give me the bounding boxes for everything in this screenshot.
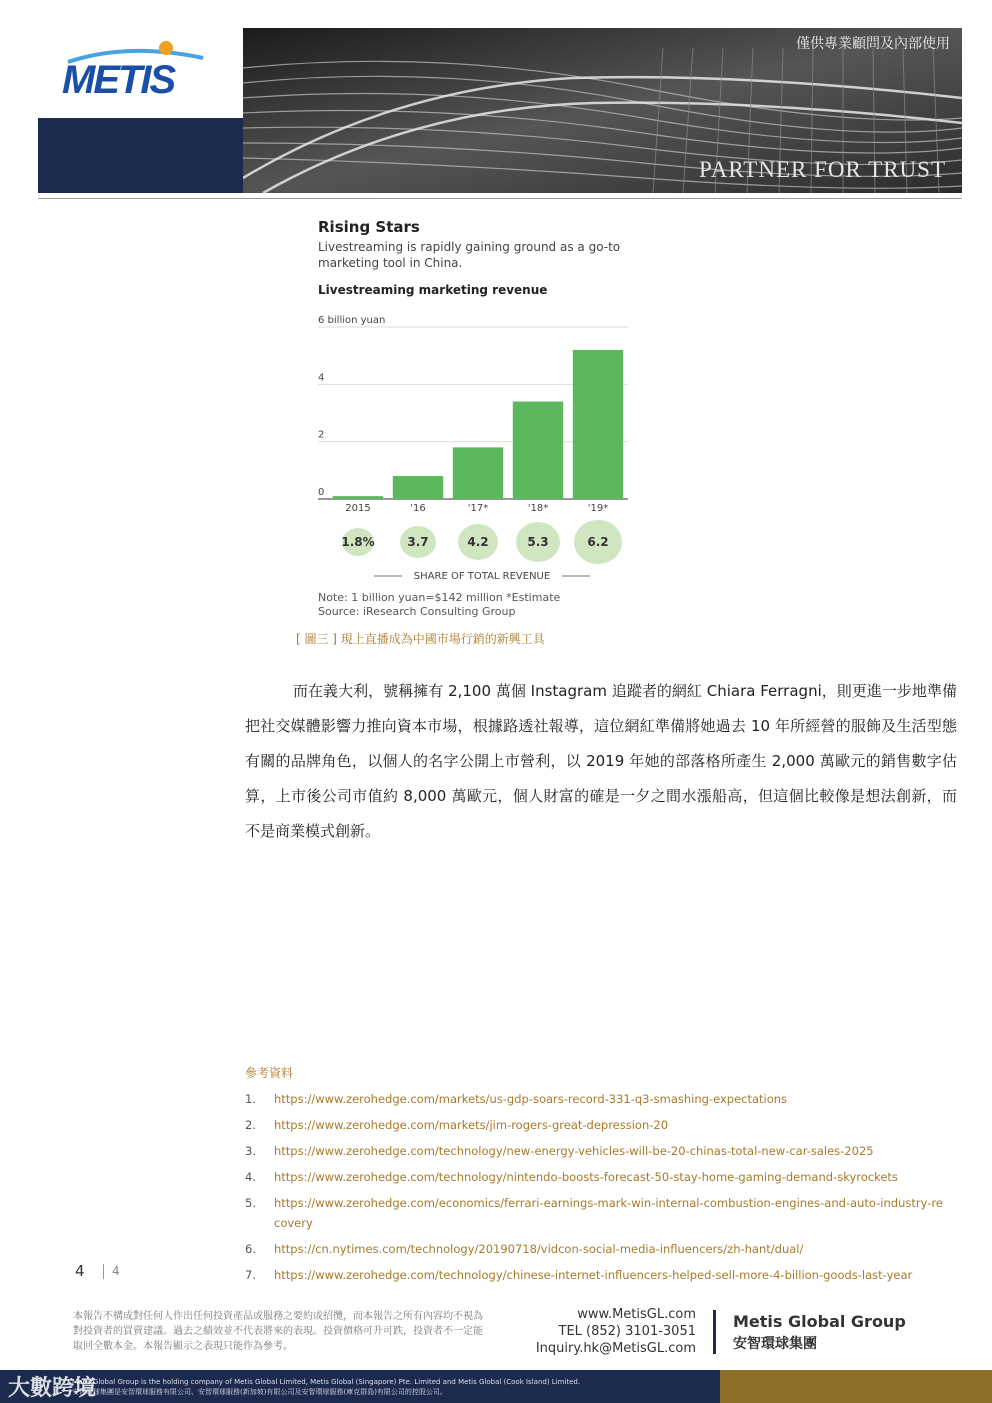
figure-source: Source: iResearch Consulting Group (318, 605, 516, 618)
reference-link[interactable]: https://www.zerohedge.com/technology/new-energy-vehicles-will-be-20-chinas-total-new-car-sales-2025 (274, 1144, 874, 1158)
reference-item[interactable] (245, 1141, 945, 1161)
figure-note (318, 591, 560, 619)
bar (573, 350, 623, 499)
share-legend-label: SHARE OF TOTAL REVENUE (413, 571, 551, 582)
reference-link[interactable]: https://cn.nytimes.com/technology/20190718/vidcon-social-media-influencers/zh-hant/dual/ (274, 1242, 804, 1256)
references-title: 參考資料 (245, 1066, 294, 1080)
footer-email[interactable]: Inquiry.hk@MetisGL.com (535, 1341, 696, 1356)
footer-divider (713, 1310, 716, 1354)
page-number-small: 4 (112, 1264, 120, 1278)
reference-number: 3. (245, 1144, 256, 1158)
y-tick-label: 0 (318, 487, 325, 498)
share-value: 5.3 (527, 535, 549, 549)
logo-text: METIS (62, 58, 175, 102)
y-tick-label: 2 (318, 429, 325, 441)
revenue-bar-chart (318, 310, 638, 585)
reference-number: 7. (245, 1268, 256, 1282)
reference-number: 4. (245, 1170, 256, 1184)
chart-heading: Livestreaming marketing revenue (318, 283, 548, 297)
footer-brand-zh: 安智環球集團 (733, 1336, 817, 1352)
figure-note-text: Note: 1 billion yuan=$142 million *Estimate (318, 591, 561, 604)
share-value: 1.8% (341, 535, 375, 549)
y-tick-label: 6 billion yuan (318, 315, 386, 326)
reference-link[interactable]: https://www.zerohedge.com/technology/nintendo-boosts-forecast-50-stay-home-gaming-demand-skyrockets (274, 1170, 898, 1184)
internal-use-note: 僅供專業顧問及內部使用 (796, 36, 950, 52)
reference-link[interactable]: https://www.zerohedge.com/markets/us-gdp-soars-record-331-q3-smashing-expectations (274, 1092, 788, 1106)
watermark: 大數跨境 (8, 1376, 97, 1401)
x-tick-label: '19* (587, 503, 609, 514)
footer-disclaimer: 本報告不構成對任何人作出任何投資產品或服務之要約或招攬，而本報告之所有內容均不視為對投資者的買賣建議。過去之績效並不代表將來的表現。投資價格可升可跌，投資者不一定能取回全數本金。本報告顯示之表現只能作為參考。 (73, 1311, 483, 1352)
reference-item[interactable] (245, 1193, 945, 1233)
reference-number: 5. (245, 1196, 256, 1210)
reference-item[interactable] (245, 1239, 945, 1259)
page-number-divider (103, 1264, 104, 1279)
footer-legal-zh: 安智環球集團是安智環球服務有限公司、安智環球服務(新加坡)有限公司及安智環球服務(庫克群島)有限公司的控股公司。 (72, 1388, 447, 1396)
reference-item[interactable] (245, 1167, 945, 1187)
x-tick-label: '18* (527, 503, 549, 514)
share-value: 4.2 (467, 535, 489, 549)
x-tick-label: '16 (410, 503, 426, 514)
page-number: 4 (75, 1262, 85, 1280)
share-value: 6.2 (587, 535, 609, 549)
footer-website[interactable]: www.MetisGL.com (577, 1307, 696, 1322)
footer-tel: TEL (852) 3101-3051 (558, 1324, 696, 1339)
reference-item[interactable] (245, 1089, 945, 1109)
bar (393, 476, 443, 499)
reference-item[interactable] (245, 1115, 945, 1135)
reference-link[interactable]: https://www.zerohedge.com/technology/chinese-internet-influencers-helped-sell-more-4-billion-goods-last-year (274, 1268, 913, 1282)
body-paragraph: 而在義大利，號稱擁有 2,100 萬個 Instagram 追蹤者的網紅 Chiara Ferragni，則更進一步地準備把社交媒體影響力推向資本市場，根據路透社報導，這位網紅準備將她過去 10 年所經營的服飾及生活型態有關的品牌角色，以個人的名字公開上市營利，以 2019 年她的部落格所產生 2,000 萬歐元的銷售數字估算，上市後公司市值約 8,000 萬歐元，個人財富的確是一夕之間水漲船高，但這個比較像是想法創新，而不是商業模式創新。 (245, 682, 957, 840)
footer-brand-en: Metis Global Group (733, 1312, 906, 1331)
references-list (245, 1089, 945, 1291)
reference-number: 6. (245, 1242, 256, 1256)
bar (513, 402, 563, 499)
reference-number: 2. (245, 1118, 256, 1132)
share-value: 3.7 (407, 535, 429, 549)
banner-tagline: PARTNER FOR TRUST (699, 157, 946, 182)
reference-number: 1. (245, 1092, 256, 1106)
footer-contact (500, 1306, 696, 1357)
metis-logo (58, 40, 208, 104)
x-tick-label: 2015 (345, 503, 371, 514)
footer-legal-en: Metis Global Group is the holding company of Metis Global Limited, Metis Global (Singapore) Pte. Limited and Metis Global (Cook Island) Limited. (72, 1378, 581, 1386)
figure-title: Rising Stars (318, 218, 420, 236)
figure-subtitle: Livestreaming is rapidly gaining ground as a go-to marketing tool in China. (318, 240, 621, 270)
y-tick-label: 4 (318, 372, 325, 384)
reference-item[interactable] (245, 1265, 945, 1285)
bar (333, 496, 383, 499)
footer-gold-bar (720, 1370, 992, 1403)
reference-link[interactable]: https://www.zerohedge.com/markets/jim-rogers-great-depression-20 (274, 1118, 669, 1132)
bar (453, 447, 503, 499)
header-banner (243, 28, 962, 193)
x-tick-label: '17* (467, 503, 489, 514)
reference-link[interactable]: https://www.zerohedge.com/economics/ferrari-earnings-mark-win-internal-combustion-engines-and-auto-industry-recovery (274, 1196, 943, 1230)
header-divider (38, 198, 962, 199)
footer-legal (72, 1377, 580, 1397)
figure-caption: [ 圖三 ] 現上直播成為中國市場行銷的新興工具 (296, 632, 545, 646)
